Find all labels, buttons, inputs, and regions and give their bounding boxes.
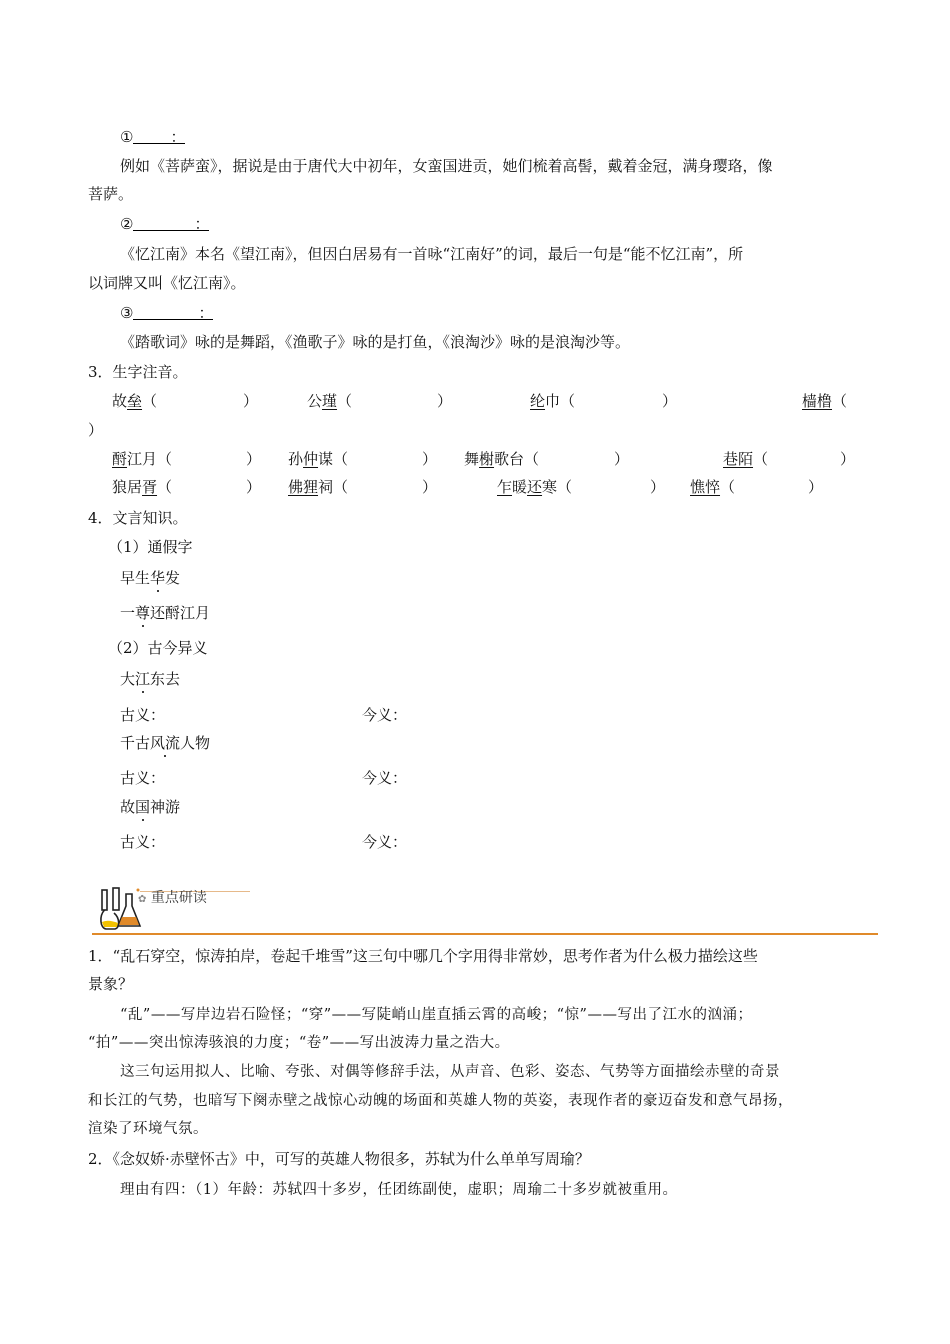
- example-3: 大江东去: [120, 670, 181, 688]
- pinyin-close: ）: [840, 450, 856, 468]
- jin-label: 今义：: [362, 769, 408, 787]
- pinyin-item: 孙仲谋（: [288, 450, 349, 468]
- gu-label: 古义：: [120, 769, 166, 787]
- colon: ：: [170, 128, 186, 146]
- pinyin-item: 纶巾（: [530, 392, 576, 410]
- question-1-line-2: 景象？: [88, 975, 134, 993]
- pinyin-close: ）: [246, 478, 262, 496]
- pinyin-item: 公瑾（: [307, 392, 353, 410]
- label-2: ②: [120, 215, 134, 233]
- pinyin-close: ）: [614, 450, 630, 468]
- pinyin-item: 狼居胥（: [112, 478, 173, 496]
- pinyin-item: 舞榭歌台（: [464, 450, 540, 468]
- section-title: ✿ 重点研读: [138, 890, 207, 906]
- question-1-line-1: 1．“乱石穿空，惊涛拍岸，卷起千堆雪”这三句中哪几个字用得非常妙，思考作者为什么极力描绘这些: [88, 947, 758, 965]
- pinyin-item: 佛狸祠（: [288, 478, 349, 496]
- blank-line-1: [120, 127, 185, 147]
- answer-blank-2[interactable]: [133, 214, 209, 231]
- paragraph-1-line-1: 例如《菩萨蛮》，据说是由于唐代大中初年，女蛮国进贡，她们梳着高髻，戴着金冠，满身璎珞，像: [120, 157, 773, 175]
- pinyin-item: 巷陌（: [723, 450, 769, 468]
- pinyin-close: ）: [650, 478, 666, 496]
- sparkle-icon: ✿: [138, 894, 147, 905]
- question-2: 2．《念奴娇·赤壁怀古》中，可写的英雄人物很多，苏轼为什么单单写周瑜？: [88, 1150, 590, 1168]
- paragraph-3: 《踏歌词》咏的是舞蹈，《渔歌子》咏的是打鱼，《浪淘沙》咏的是浪淘沙等。: [120, 333, 631, 351]
- example-2: 一尊还酹江月: [120, 604, 211, 622]
- wenyan-sub-2: （2）古今异义: [108, 639, 208, 657]
- label-1: ①: [120, 128, 134, 146]
- pinyin-item: 故垒（: [112, 392, 158, 410]
- gu-label: 古义：: [120, 706, 166, 724]
- pinyin-item: 憔悴（: [690, 478, 736, 496]
- answer-1-line-4: 和长江的气势，也暗写下阕赤壁之战惊心动魄的场面和英雄人物的英姿，表现作者的豪迈奋发和意气昂扬，: [88, 1093, 793, 1109]
- answer-1-line-3: 这三句运用拟人、比喻、夸张、对偶等修辞手法，从声音、色彩、姿态、气势等方面描绘赤壁的奇景: [120, 1064, 780, 1080]
- pinyin-item: 酹江月（: [112, 450, 173, 468]
- pinyin-heading: 3．生字注音。: [88, 363, 188, 381]
- paragraph-2-line-1: 《忆江南》本名《望江南》，但因白居易有一首咏“江南好”的词，最后一句是“能不忆江南”，所: [120, 245, 744, 263]
- paragraph-2-line-2: 以词牌又叫《忆江南》。: [88, 274, 246, 292]
- pinyin-close: ）: [246, 450, 262, 468]
- pinyin-close: ）: [422, 478, 438, 496]
- answer-1-line-5: 渲染了环境气氛。: [88, 1121, 208, 1137]
- pinyin-close: ）: [243, 392, 259, 410]
- pinyin-close: ）: [662, 392, 678, 410]
- pinyin-close: ）: [808, 478, 824, 496]
- example-4: 千古风流人物: [120, 734, 211, 752]
- gu-label: 古义：: [120, 833, 166, 851]
- blank-line-3: [120, 303, 213, 323]
- jin-label: 今义：: [362, 706, 408, 724]
- answer-1-line-1: “乱”——写岸边岩石险怪；“穿”——写陡峭山崖直插云霄的高峻；“惊”——写出了江水的汹涌；: [120, 1007, 753, 1023]
- pinyin-item: 乍暖还寒（: [497, 478, 573, 496]
- colon: ：: [198, 304, 214, 322]
- wenyan-sub-1: （1）通假字: [108, 538, 193, 556]
- example-5: 故国神游: [120, 798, 181, 816]
- wenyan-heading: 4．文言知识。: [88, 509, 188, 527]
- pinyin-close: ）: [437, 392, 453, 410]
- pinyin-close: ）: [422, 450, 438, 468]
- answer-blank-3[interactable]: [133, 303, 213, 320]
- jin-label: 今义：: [362, 833, 408, 851]
- paragraph-1-line-2: 菩萨。: [88, 185, 134, 203]
- pinyin-item: 樯橹（: [802, 392, 848, 410]
- section-divider: [92, 933, 878, 935]
- answer-1-line-2: “拍”——突出惊涛骇浪的力度；“卷”——写出波涛力量之浩大。: [88, 1035, 510, 1051]
- blank-line-2: [120, 214, 209, 234]
- label-3: ③: [120, 304, 134, 322]
- answer-2: 理由有四：（1）年龄：苏轼四十多岁，任团练副使，虚职；周瑜二十多岁就被重用。: [120, 1182, 678, 1198]
- answer-blank-1[interactable]: [133, 127, 185, 144]
- pinyin-close: ）: [88, 421, 104, 439]
- colon: ：: [194, 215, 210, 233]
- example-1: 早生华发: [120, 569, 181, 587]
